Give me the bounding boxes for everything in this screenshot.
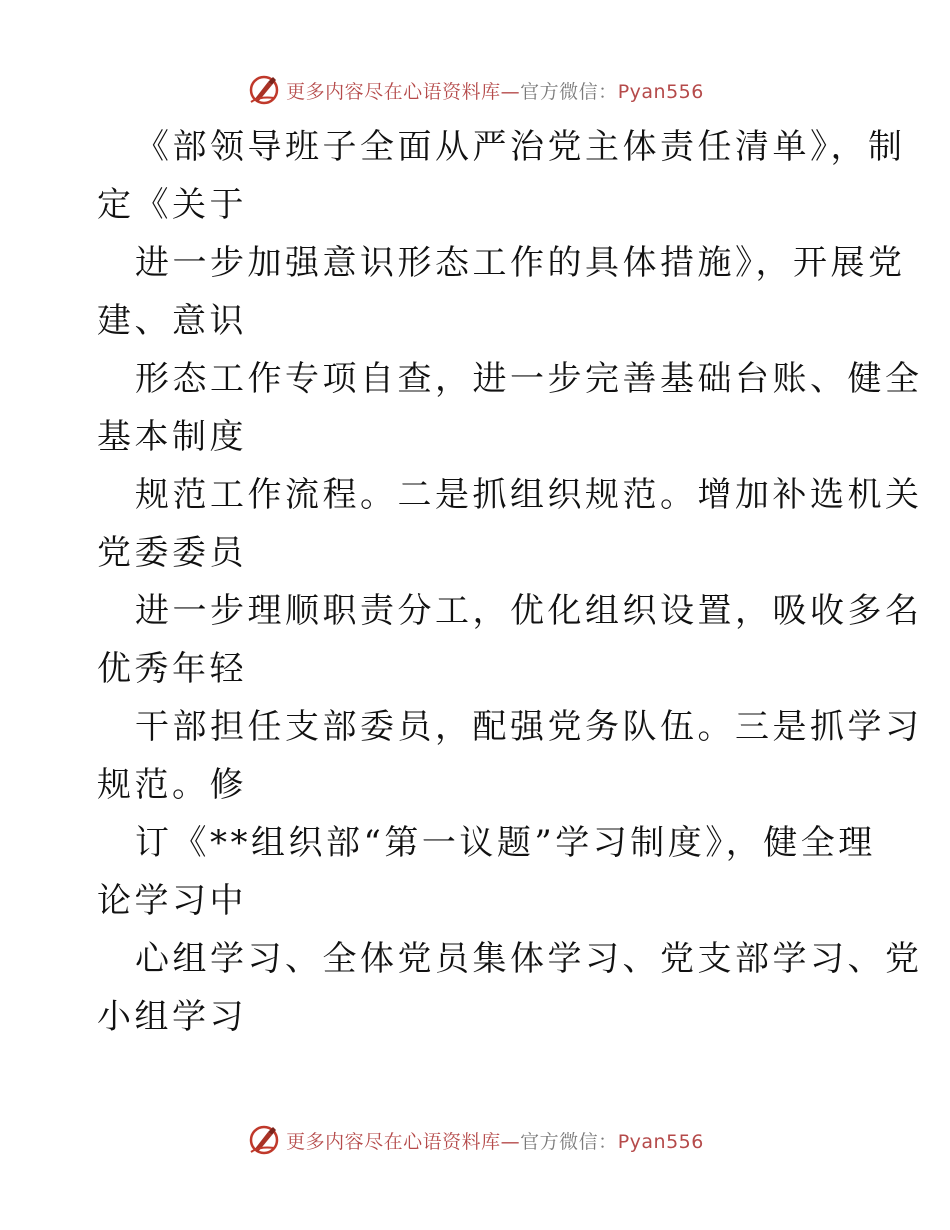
text-line: 建、意识 xyxy=(97,301,247,341)
text-line: 定《关于 xyxy=(97,185,247,225)
watermark-account: Pyan556 xyxy=(617,80,704,103)
text-line: 党委委员 xyxy=(97,533,247,573)
pen-logo-icon xyxy=(246,1122,282,1158)
watermark-brand: 更多内容尽在心语资料库 xyxy=(286,80,501,103)
text-line: 心组学习、全体党员集体学习、党支部学习、党 xyxy=(135,939,923,979)
footer-watermark xyxy=(0,1120,950,1160)
text-line: 进一步理顺职责分工，优化组织设置，吸收多名 xyxy=(135,591,923,631)
text-line: 论学习中 xyxy=(97,881,247,921)
text-line: 订《**组织部“第一议题”学习制度》，健全理 xyxy=(135,823,876,863)
watermark-brand: 更多内容尽在心语资料库 xyxy=(286,1130,501,1153)
text-line: 《部领导班子全面从严治党主体责任清单》，制 xyxy=(135,127,906,167)
watermark-account: Pyan556 xyxy=(617,1130,704,1153)
text-line: 规范工作流程。二是抓组织规范。增加补选机关 xyxy=(135,475,923,515)
header-watermark xyxy=(0,70,950,110)
watermark-dash: — xyxy=(500,1130,521,1153)
text-line: 基本制度 xyxy=(97,417,247,457)
text-line: 小组学习 xyxy=(97,997,247,1037)
watermark-official: 官方微信： xyxy=(520,80,618,103)
text-line: 形态工作专项自查，进一步完善基础台账、健全 xyxy=(135,359,923,399)
watermark-dash: — xyxy=(500,80,521,103)
document-body xyxy=(97,118,923,1046)
pen-logo-icon xyxy=(246,72,282,108)
text-line: 优秀年轻 xyxy=(97,649,247,689)
text-line: 规范。修 xyxy=(97,765,247,805)
text-line: 干部担任支部委员，配强党务队伍。三是抓学习 xyxy=(135,707,923,747)
watermark-official: 官方微信： xyxy=(520,1130,618,1153)
text-line: 进一步加强意识形态工作的具体措施》，开展党 xyxy=(135,243,906,283)
